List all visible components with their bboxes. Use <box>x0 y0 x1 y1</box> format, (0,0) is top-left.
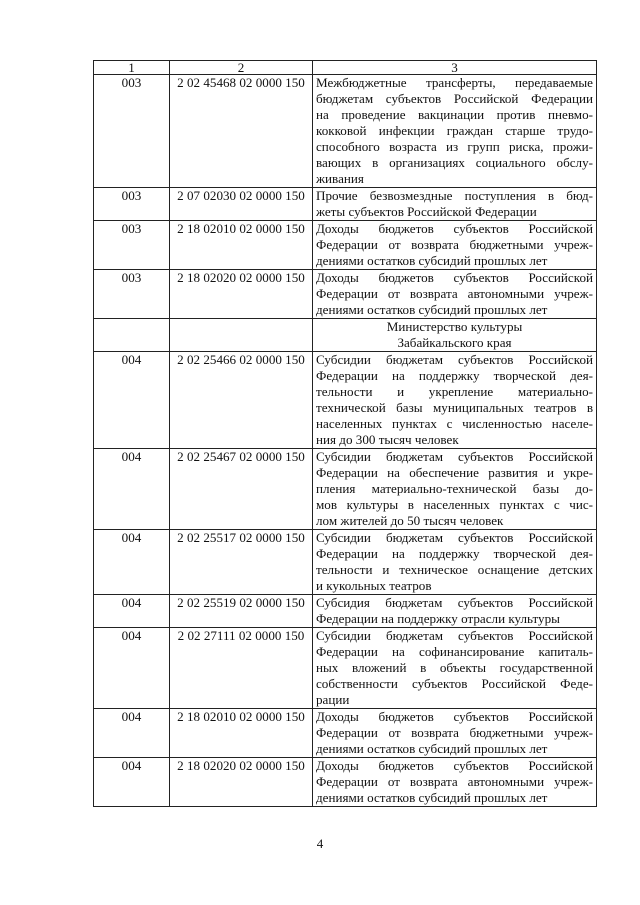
administrator-code-cell: 004 <box>94 758 170 807</box>
revenue-description-cell <box>313 188 597 221</box>
description-line: жеты субъектов Российской Федерации <box>316 204 537 219</box>
description-line: Доходы бюджетов субъектов Российской <box>316 270 593 285</box>
description-line: Субсидии бюджетам субъектов Российской <box>316 449 593 464</box>
administrator-code-cell: 003 <box>94 221 170 270</box>
description-line: Федерации на обеспечение развития и укре- <box>316 465 593 480</box>
description-line: лом жителей до 50 тысяч человек <box>316 513 504 528</box>
administrator-code-cell: 004 <box>94 595 170 628</box>
budget-codes-table <box>93 60 597 807</box>
description-line: Межбюджетные трансферты, передаваемые <box>316 75 593 90</box>
description-line: бюджетам субъектов Российской Федерации <box>316 91 593 106</box>
revenue-description-cell <box>313 628 597 709</box>
description-line: Федерации от возврата автономными учреж- <box>316 774 593 789</box>
description-line: Министерство культуры <box>386 319 523 334</box>
description-line: Федерации на поддержку творческой дея- <box>316 546 593 561</box>
revenue-code-cell: 2 02 25517 02 0000 150 <box>170 530 313 595</box>
description-line: вающих в организациях социального обслу- <box>316 155 593 170</box>
revenue-code-cell: 2 18 02010 02 0000 150 <box>170 709 313 758</box>
description-line: дениями остатков субсидий прошлых лет <box>316 741 548 756</box>
revenue-description-cell <box>313 221 597 270</box>
description-line: дениями остатков субсидий прошлых лет <box>316 253 548 268</box>
table-header-row <box>94 61 597 75</box>
description-line: Субсидии бюджетам субъектов Российской <box>316 628 593 643</box>
description-line: Федерации от возврата бюджетными учреж- <box>316 237 593 252</box>
column-header-3: 3 <box>313 61 597 75</box>
administrator-code-cell: 004 <box>94 352 170 449</box>
description-line: Доходы бюджетов субъектов Российской <box>316 709 593 724</box>
description-line: Федерации на софинансирование капиталь- <box>316 644 593 659</box>
administrator-code-cell: 004 <box>94 709 170 758</box>
administrator-code-cell: 004 <box>94 449 170 530</box>
description-line: Доходы бюджетов субъектов Российской <box>316 221 593 236</box>
table-row <box>94 758 597 807</box>
table-body <box>94 75 597 807</box>
revenue-description-cell <box>313 595 597 628</box>
description-line: технической базы муниципальных театров в <box>316 400 593 415</box>
table-row <box>94 449 597 530</box>
column-header-1: 1 <box>94 61 170 75</box>
description-line: Забайкальского края <box>397 335 512 350</box>
description-line: Субсидия бюджетам субъектов Российской <box>316 595 593 610</box>
description-line: дениями остатков субсидий прошлых лет <box>316 790 548 805</box>
revenue-code-cell: 2 02 25466 02 0000 150 <box>170 352 313 449</box>
description-line: тельности и укрепление материально- <box>316 384 593 399</box>
administrator-code-cell: 004 <box>94 628 170 709</box>
description-line: мов культуры в населенных пунктах с чис- <box>316 497 593 512</box>
description-line: кокковой инфекции граждан старше трудо- <box>316 123 593 138</box>
description-line: и кукольных театров <box>316 578 432 593</box>
revenue-description-cell <box>313 449 597 530</box>
page-number: 4 <box>316 836 324 851</box>
description-line: ния до 300 тысяч человек <box>316 432 459 447</box>
description-line: ных вложений в объекты государственной <box>316 660 593 675</box>
administrator-code-cell: 003 <box>94 270 170 319</box>
table-row <box>94 709 597 758</box>
table-row <box>94 530 597 595</box>
description-line: Федерации от возврата автономными учреж- <box>316 286 593 301</box>
revenue-code-cell: 2 18 02020 02 0000 150 <box>170 758 313 807</box>
table-row <box>94 628 597 709</box>
column-header-2: 2 <box>170 61 313 75</box>
description-line: рации <box>316 692 350 707</box>
revenue-description-cell <box>313 270 597 319</box>
description-line: Федерации на поддержку отрасли культуры <box>316 611 560 626</box>
section-header-row <box>94 319 597 352</box>
table-row <box>94 188 597 221</box>
description-line: живания <box>316 171 364 186</box>
revenue-code-cell: 2 02 25467 02 0000 150 <box>170 449 313 530</box>
revenue-code-cell: 2 07 02030 02 0000 150 <box>170 188 313 221</box>
administrator-code-cell <box>94 319 170 352</box>
description-line: населенных пунктах с численностью населе- <box>316 416 593 431</box>
administrator-code-cell: 003 <box>94 188 170 221</box>
revenue-code-cell: 2 02 27111 02 0000 150 <box>170 628 313 709</box>
revenue-code-cell: 2 02 25519 02 0000 150 <box>170 595 313 628</box>
table-row <box>94 270 597 319</box>
description-line: Доходы бюджетов субъектов Российской <box>316 758 593 773</box>
description-line: Прочие безвозмездные поступления в бюд- <box>316 188 593 203</box>
administrator-code-cell: 004 <box>94 530 170 595</box>
revenue-description-cell <box>313 758 597 807</box>
description-line: способного возраста из групп риска, прожи- <box>316 139 593 154</box>
revenue-description-cell <box>313 75 597 188</box>
revenue-description-cell <box>313 709 597 758</box>
description-line: Субсидии бюджетам субъектов Российской <box>316 530 593 545</box>
description-line: дениями остатков субсидий прошлых лет <box>316 302 548 317</box>
description-line: Федерации на поддержку творческой дея- <box>316 368 593 383</box>
revenue-code-cell: 2 18 02010 02 0000 150 <box>170 221 313 270</box>
revenue-code-cell: 2 02 45468 02 0000 150 <box>170 75 313 188</box>
table-row <box>94 75 597 188</box>
description-line: пления материально-технической базы до- <box>316 481 593 496</box>
description-line: собственности субъектов Российской Феде- <box>316 676 593 691</box>
administrator-code-cell: 003 <box>94 75 170 188</box>
description-line: Федерации от возврата бюджетными учреж- <box>316 725 593 740</box>
revenue-code-cell <box>170 319 313 352</box>
revenue-description-cell <box>313 352 597 449</box>
table-row <box>94 352 597 449</box>
section-title-cell <box>313 319 597 352</box>
description-line: на проведение вакцинации против пневмо- <box>316 107 593 122</box>
revenue-code-cell: 2 18 02020 02 0000 150 <box>170 270 313 319</box>
table-row <box>94 221 597 270</box>
table-row <box>94 595 597 628</box>
description-line: Субсидии бюджетам субъектов Российской <box>316 352 593 367</box>
revenue-description-cell <box>313 530 597 595</box>
description-line: тельности и техническое оснащение детских <box>316 562 593 577</box>
